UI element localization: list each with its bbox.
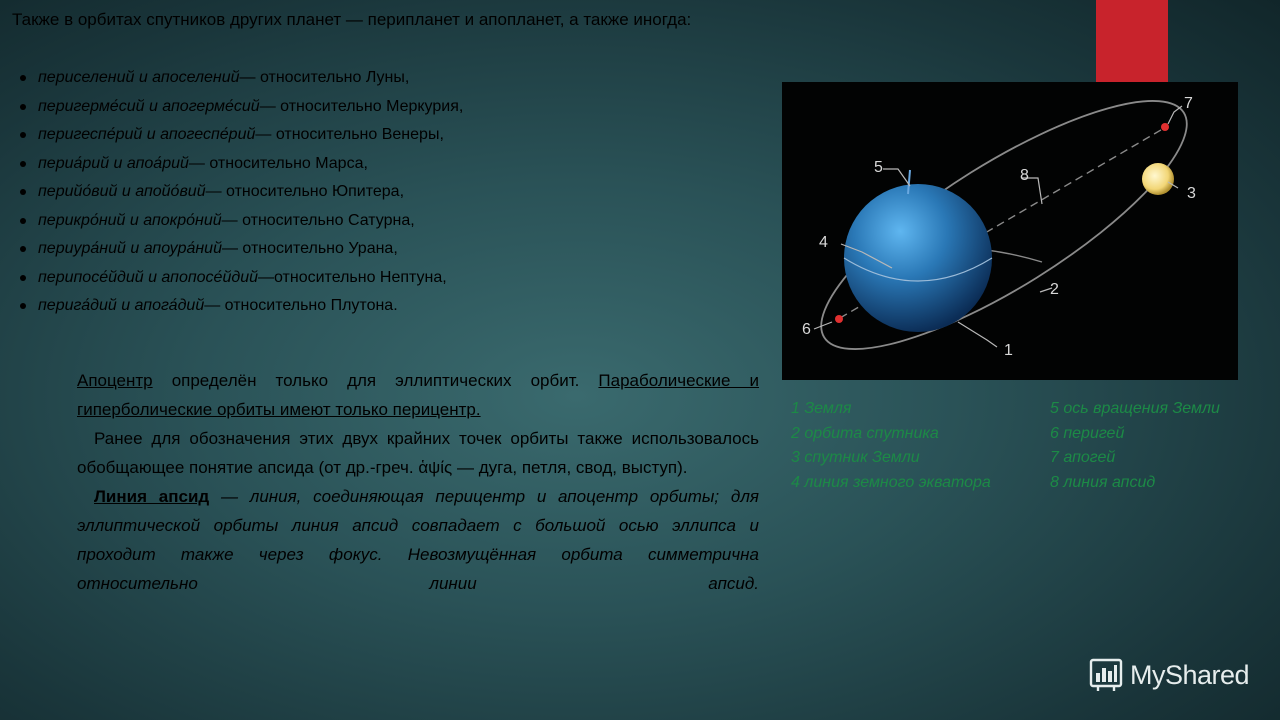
bullet-icon <box>20 104 26 110</box>
bullet-icon <box>20 132 26 138</box>
orbit-diagram <box>782 82 1238 380</box>
accent-bar <box>1096 0 1168 88</box>
legend-item: 5 ось вращения Земли <box>1050 400 1220 417</box>
paragraph-line-of-apsides: Линия апсид — линия, соединяющая перицентр и апоцентр орбиты; для эллиптической орбиты линия апсид совпадает с большой осью эллипса и проходит также через фокус. Невозмущённая орбита симметрична относительно линии апсид. <box>77 487 759 593</box>
list-item: перикро́ний и апокро́ний — относительно Сатурна, <box>20 207 463 236</box>
legend-column-2 <box>1050 397 1220 495</box>
diagram-label-2: 2 <box>1050 281 1059 298</box>
legend-item: 7 апогей <box>1050 449 1116 466</box>
slide-title: Также в орбитах спутников других планет — перипланет и апопланет, а также иногда: <box>12 10 692 29</box>
diagram-label-8: 8 <box>1020 167 1029 184</box>
diagram-label-3: 3 <box>1187 185 1196 202</box>
bullet-icon <box>20 303 26 309</box>
legend-item: 6 перигей <box>1050 424 1125 442</box>
diagram-label-6: 6 <box>802 321 811 338</box>
earth <box>844 184 992 332</box>
bullet-icon <box>20 246 26 252</box>
moon <box>1142 163 1174 195</box>
bullet-icon <box>20 275 26 281</box>
list-item: перипосе́йдий и апопосе́йдий —относительно Нептуна, <box>20 264 463 293</box>
legend-item: 1 Земля <box>791 400 852 417</box>
paragraph-apocenter: Апоцентр определён только для эллиптических орбит. Параболические и гиперболические орбиты имеют только перицентр. <box>77 371 759 419</box>
diagram-label-5: 5 <box>874 159 883 176</box>
legend-column-1 <box>791 397 991 495</box>
diagram-label-4: 4 <box>819 234 828 251</box>
list-item: перига́дий и апога́дий — относительно Плутона. <box>20 292 463 321</box>
bullet-icon <box>20 161 26 167</box>
orbit-diagram-svg <box>782 82 1238 380</box>
diagram-label-1: 1 <box>1004 342 1013 359</box>
myshared-logo-icon <box>1088 657 1124 693</box>
list-item: периура́ний и апоура́ний — относительно Урана, <box>20 235 463 264</box>
list-item: перийо́вий и апойо́вий — относительно Юпитера, <box>20 178 463 207</box>
legend-item: 8 линия апсид <box>1050 473 1156 491</box>
legend-item: 4 линия земного экватора <box>791 473 991 491</box>
perigee-point <box>835 315 843 323</box>
watermark-text: MyShared <box>1130 659 1250 690</box>
myshared-watermark[interactable] <box>1088 657 1249 693</box>
apogee-point <box>1161 123 1169 131</box>
bullet-icon <box>20 218 26 224</box>
list-item: перигерме́сий и апогерме́сий — относительно Меркурия, <box>20 93 463 122</box>
legend-item: 3 спутник Земли <box>791 449 920 466</box>
list-item: перигеспе́рий и апогеспе́рий — относительно Венеры, <box>20 121 463 150</box>
diagram-label-7: 7 <box>1184 95 1193 112</box>
list-item: периселений и апоселений — относительно Луны, <box>20 64 463 93</box>
bullet-icon <box>20 75 26 81</box>
apsis-text-block <box>77 366 759 598</box>
legend-item: 2 орбита спутника <box>791 424 939 442</box>
paragraph-apsis: Ранее для обозначения этих двух крайних точек орбиты также использовалось обобщающее понятие апсида (от др.-греч. ἁψίς — дуга, петля, свод, выступ). <box>77 429 759 477</box>
bullet-icon <box>20 189 26 195</box>
terms-list <box>20 64 463 321</box>
list-item: периа́рий и апоа́рий — относительно Марса, <box>20 150 463 179</box>
